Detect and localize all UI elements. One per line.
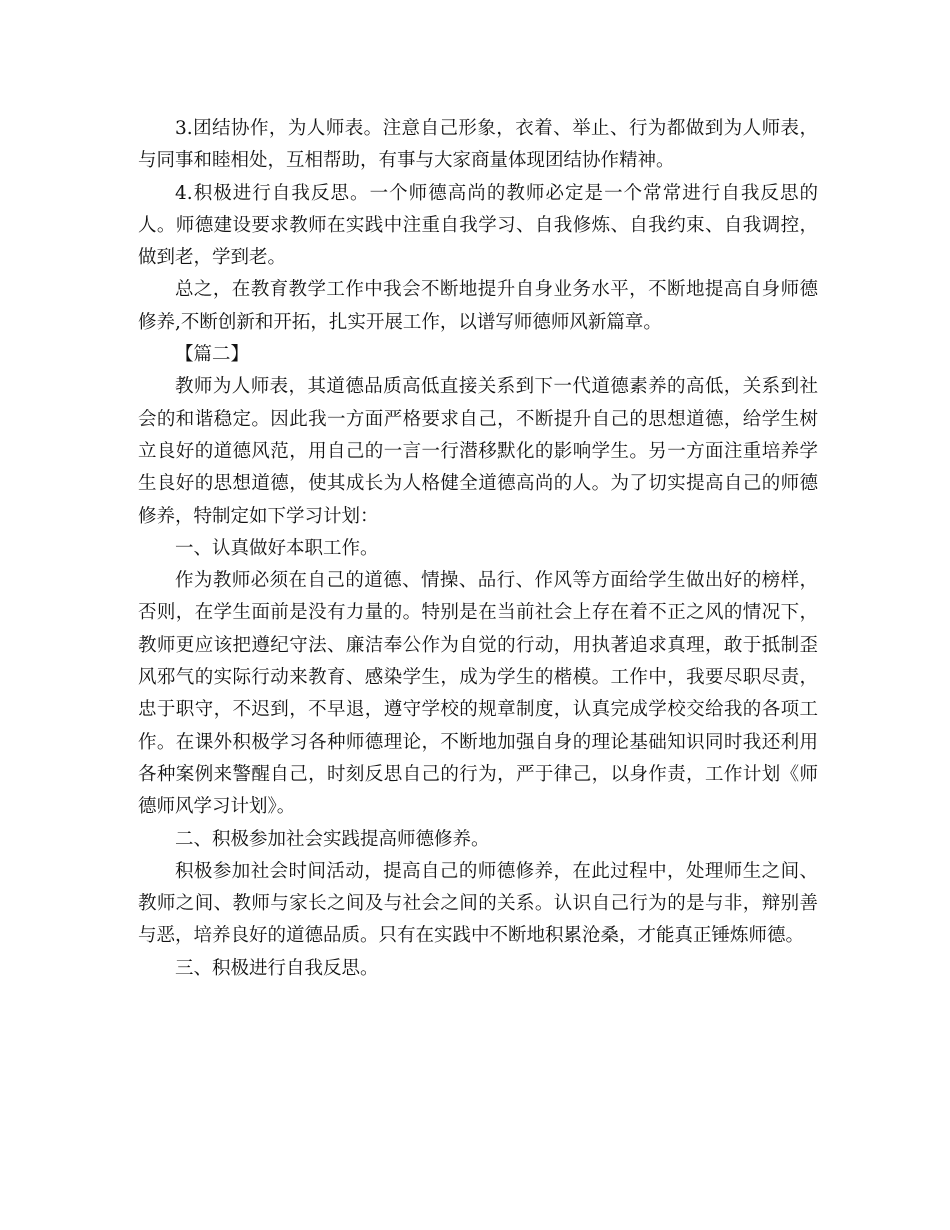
section-heading-two: 二、积极参加社会实践提高师德修养。: [175, 828, 490, 850]
paragraph-duty: 作为教师必须在自己的道德、情操、品行、作风等方面给学生做出好的榜样，否则，在学生面前是没有力量的。特别是在当前社会上存在着不正之风的情况下，教师更应该把遵纪守法、廉洁奉公作为自觉的行动，用执著追求真理，敢于抵制歪风邪气的实际行动来教育、感染学生，成为学生的楷模。工作中，我要尽职尽责，忠于职守，不迟到，不早退，遵守学校的规章制度，认真完成学校交给我的各项工作。在课外积极学习各种师德理论，不断地加强自身的理论基础知识同时我还利用各种案例来警醒自己，时刻反思自己的行为，严于律己，以身作责，工作计划《师德师风学习计划》。: [138, 570, 818, 818]
section-heading-one: 一、认真做好本职工作。: [175, 537, 379, 559]
paragraph-self-reflection: 4.积极进行自我反思。一个师德高尚的教师必定是一个常常进行自我反思的人。师德建设要求教师在实践中注重自我学习、自我修炼、自我约束、自我调控，做到老，学到老。: [138, 182, 818, 269]
paragraph-unity-cooperation: 3.团结协作，为人师表。注意自己形象，衣着、举止、行为都做到为人师表，与同事和睦相处，互相帮助，有事与大家商量体现团结协作精神。: [138, 118, 818, 172]
document-body: [138, 113, 818, 985]
section-heading-three: 三、积极进行自我反思。: [175, 957, 379, 979]
paragraph-conclusion: 总之，在教育教学工作中我会不断地提升自身业务水平，不断地提高自身师德修养,不断创新和开拓，扎实开展工作，以谱写师德师风新篇章。: [138, 279, 818, 333]
paragraph-social-practice: 积极参加社会时间活动，提高自己的师德修养，在此过程中，处理师生之间、教师之间、教师与家长之间及与社会之间的关系。认识自己行为的是与非，辩别善与恶，培养良好的道德品质。只有在实践中不断地积累沧桑，才能真正锤炼师德。: [138, 860, 818, 947]
section-heading-part-two: 【篇二】: [175, 344, 250, 366]
paragraph-introduction: 教师为人师表，其道德品质高低直接关系到下一代道德素养的高低，关系到社会的和谐稳定。因此我一方面严格要求自己，不断提升自己的思想道德，给学生树立良好的道德风范，用自己的一言一行潜移默化的影响学生。另一方面注重培养学生良好的思想道德，使其成长为人格健全道德高尚的人。为了切实提高自己的师德修养，特制定如下学习计划：: [138, 376, 818, 527]
